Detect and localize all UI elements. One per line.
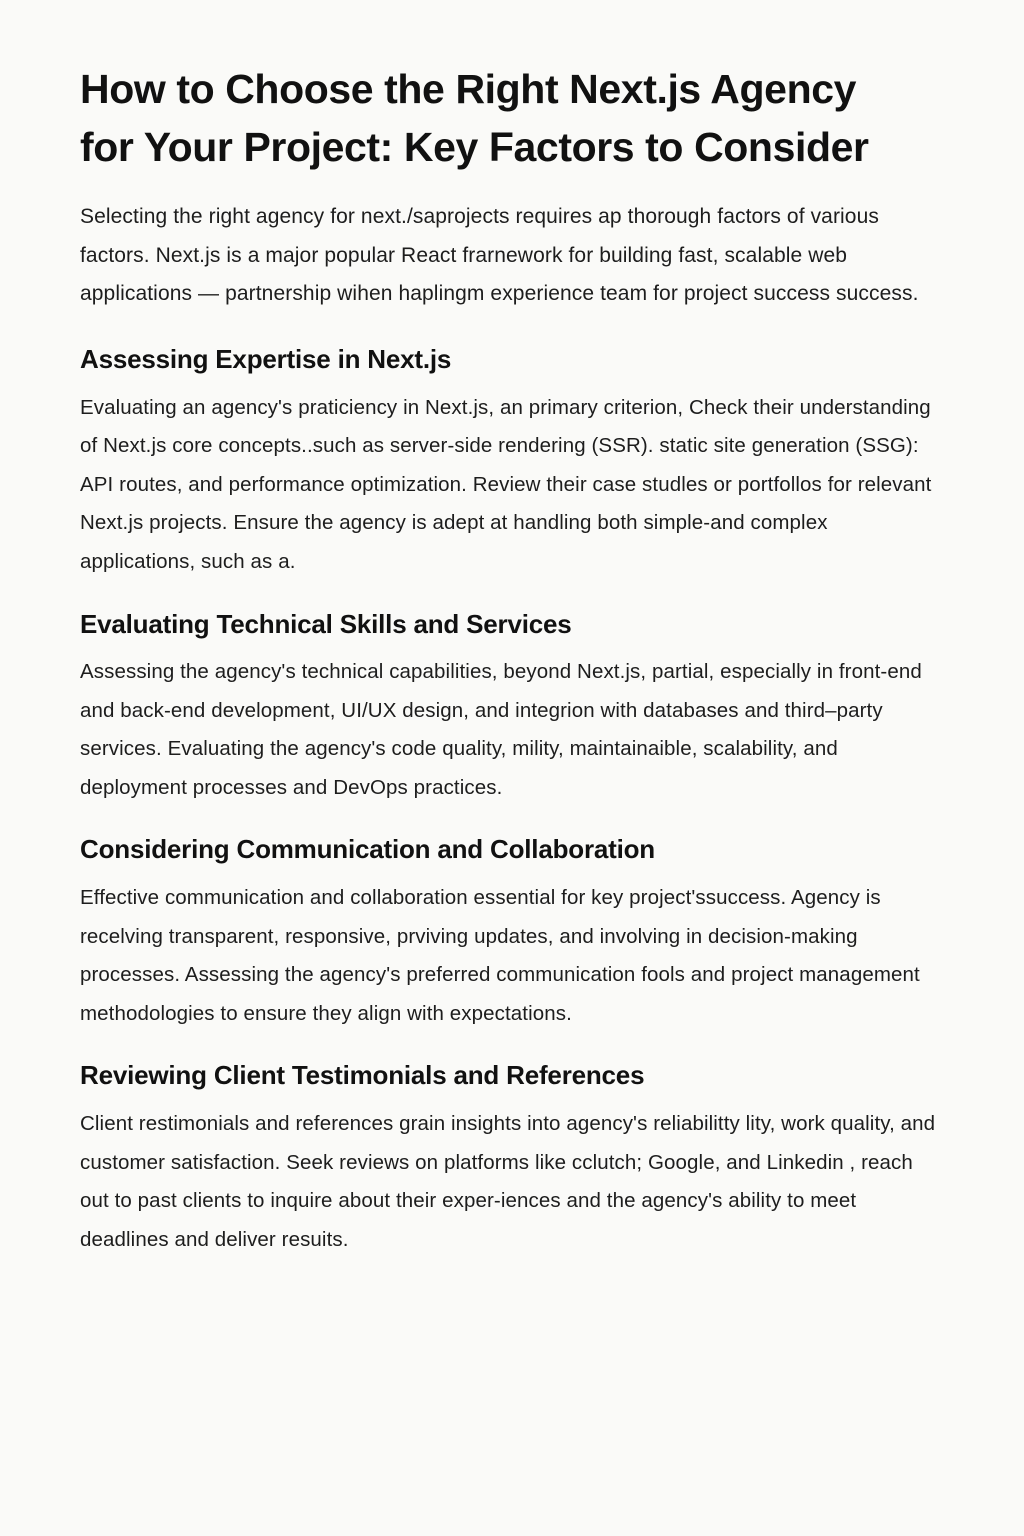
section-heading: Reviewing Client Testimonials and References — [80, 1060, 645, 1091]
section-heading: Considering Communication and Collaboration — [80, 834, 655, 865]
section-heading: Evaluating Technical Skills and Services — [80, 608, 572, 639]
section-body: Client restimonials and references grain insights into agency's reliabilitty lity, work quality, and customer satisfaction. Seek reviews on platforms like cclutch; Google, and Linkedin , reach out to past clients to inquire about their exper-iences and the agency's ability to meet deadlines and deliver resuits. — [80, 1112, 936, 1251]
section-assessing-expertise — [80, 343, 946, 581]
intro-paragraph: Selecting the right agency for next./saprojects requires ap thorough factors of various factors. Next.js is a major popular React frarnework for building fast, scalable web applications — partnership wihen haplingm experience team for project success success. — [80, 205, 919, 305]
section-technical-skills — [80, 608, 946, 808]
section-body: Assessing the agency's technical capabilities, beyond Next.js, partial, especially in front-end and back-end development, UI/UX design, and integrion with databases and third–party services. Evaluating the agency's code quality, mility, maintainaible, scalability, and deployment processes and DevOps practices. — [80, 660, 922, 799]
page-title: How to Choose the Right Next.js Agency for Your Project: Key Factors to Consider — [80, 66, 869, 171]
section-heading: Assessing Expertise in Next.js — [80, 344, 452, 375]
section-body: Effective communication and collaboration essential for key project'ssuccess. Agency is recelving transparent, responsive, prviving updates, and involving in decision-making processes. Assessing the agency's preferred communication fools and project management methodologies to ensure they align with expectations. — [80, 886, 920, 1025]
section-communication-collaboration — [80, 833, 946, 1033]
section-client-testimonials — [80, 1059, 946, 1259]
section-body: Evaluating an agency's praticiency in Next.js, an primary criterion, Check their understanding of Next.js core concepts..such as server-side rendering (SSR). static site generation (SSG): API routes, and performance optimization. Review their case studles or portfollos for relevant Next.js projects. Ensure the agency is adept at handling both simple-and complex applications, such as a. — [80, 395, 932, 574]
